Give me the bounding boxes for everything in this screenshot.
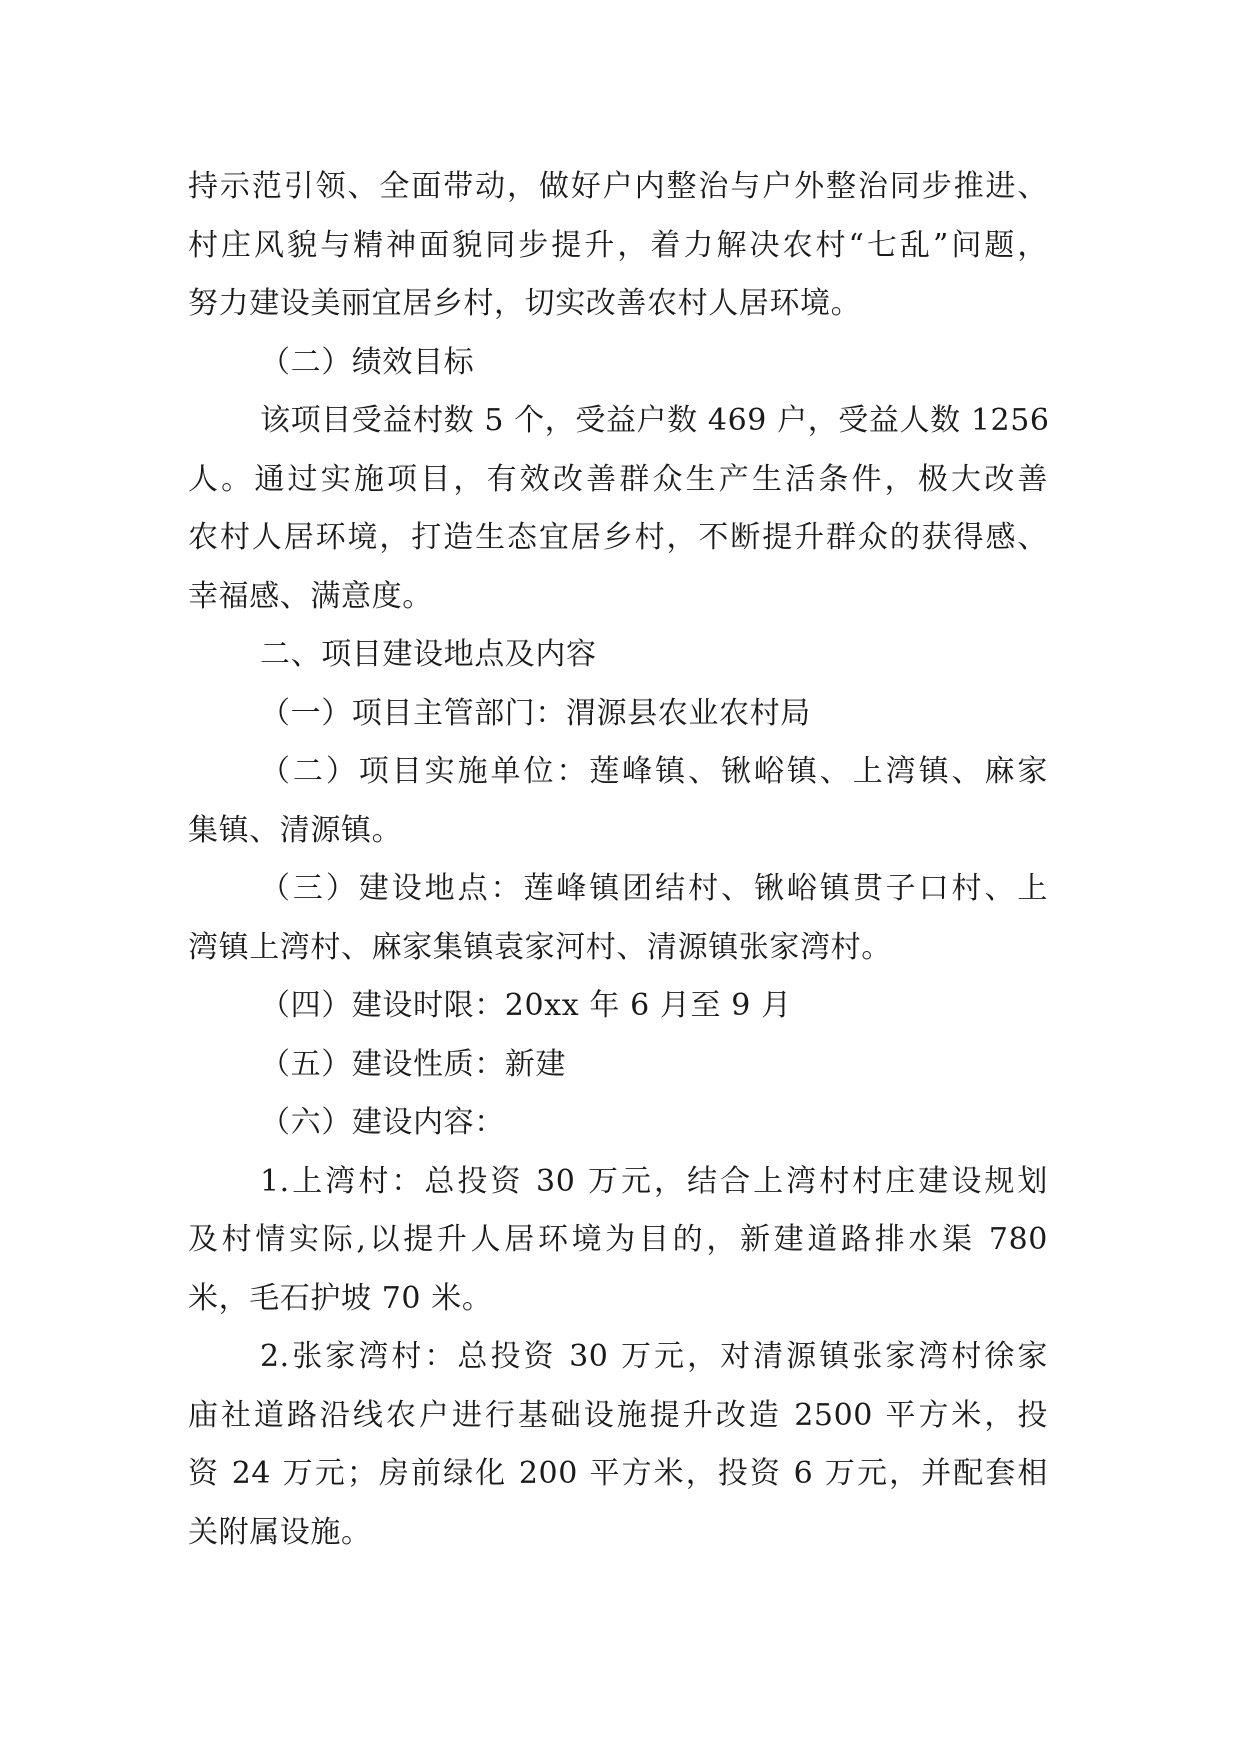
paragraph-line: 该项目受益村数 5 个，受益户数 469 户，受益人数 1256 [260,403,1050,438]
section-heading: （二）绩效目标 [260,344,475,380]
paragraph-line: （二）项目实施单位：莲峰镇、锹峪镇、上湾镇、麻家 [260,754,1048,789]
paragraph-line: 2.张家湾村：总投资 30 万元，对清源镇张家湾村徐家 [260,1339,1048,1374]
paragraph-line: 集镇、清源镇。 [188,812,403,848]
paragraph-line: 及村情实际,以提升人居环境为目的，新建道路排水渠 780 [188,1222,1048,1257]
paragraph-line: 村庄风貌与精神面貌同步提升，着力解决农村“七乱”问题， [188,227,1048,263]
paragraph-line: （六）建设内容： [260,1105,505,1140]
paragraph-line: 庙社道路沿线农户进行基础设施提升改造 2500 平方米，投 [188,1397,1048,1433]
paragraph-line: 农村人居环境，打造生态宜居乡村，不断提升群众的获得感、 [188,520,1048,555]
document-body [188,158,1048,1562]
paragraph-line: （五）建设性质：新建 [260,1046,566,1082]
paragraph-line: 湾镇上湾村、麻家集镇袁家河村、清源镇张家湾村。 [188,929,892,965]
section-heading: 二、项目建设地点及内容 [260,637,597,672]
paragraph-line: 持示范引领、全面带动，做好户内整治与户外整治同步推进、 [188,169,1048,204]
paragraph-line: （三）建设地点：莲峰镇团结村、锹峪镇贯子口村、上 [260,871,1048,906]
paragraph-line: 幸福感、满意度。 [188,578,433,614]
paragraph-line: 1.上湾村：总投资 30 万元，结合上湾村村庄建设规划 [260,1163,1048,1199]
paragraph-line: 米，毛石护坡 70 米。 [188,1280,493,1316]
paragraph-line: （一）项目主管部门：渭源县农业农村局 [260,695,811,731]
paragraph-line: 努力建设美丽宜居乡村，切实改善农村人居环境。 [188,286,862,321]
paragraph-line: （四）建设时限：20xx 年 6 月至 9 月 [260,988,792,1023]
paragraph-line: 人。通过实施项目，有效改善群众生产生活条件，极大改善 [188,461,1048,497]
paragraph-line: 关附属设施。 [188,1514,372,1550]
paragraph-line: 资 24 万元；房前绿化 200 平方米，投资 6 万元，并配套相 [188,1456,1048,1491]
